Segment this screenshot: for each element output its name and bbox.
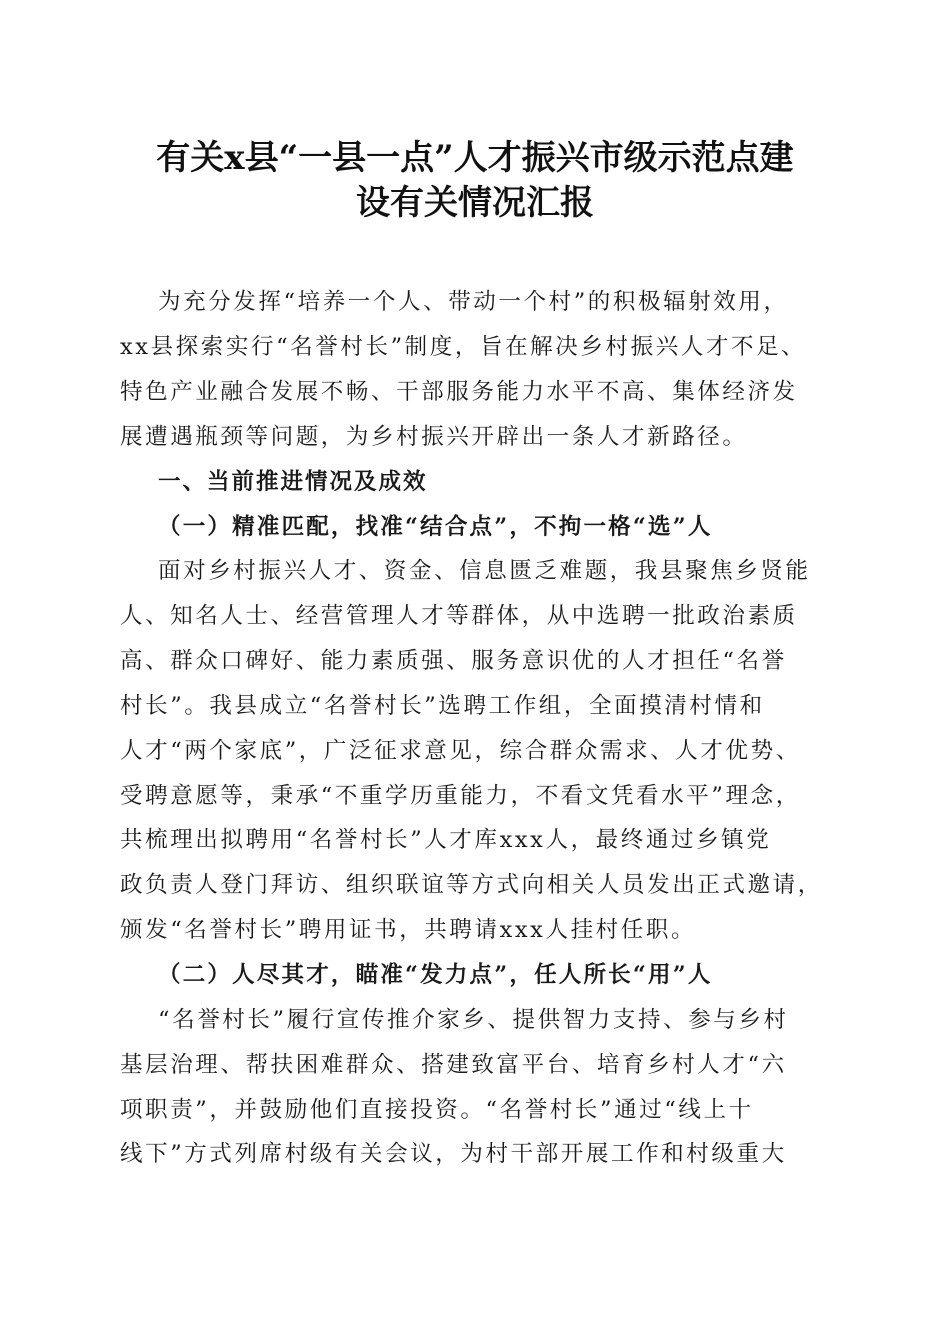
sub1-line-8: 政负责人登门拜访、组织联谊等方式向相关人员发出正式邀请， (120, 872, 823, 898)
intro-line-2: xx县探索实行“名誉村长”制度，旨在解决乡村振兴人才不足、 (120, 334, 807, 360)
intro-line-3: 特色产业融合发展不畅、干部服务能力水平不高、集体经济发 (120, 379, 798, 405)
subsection-2-heading: （二）人尽其才，瞄准“发力点”，任人所长“用”人 (158, 962, 713, 988)
section-1-heading: 一、当前推进情况及成效 (158, 469, 428, 495)
sub1-line-7: 共梳理出拟聘用“名誉村长”人才库xxx人，最终通过乡镇党 (120, 827, 772, 853)
sub1-line-3: 高、群众口碑好、能力素质强、服务意识优的人才担任“名誉 (120, 648, 787, 674)
sub1-line-1: 面对乡村振兴人才、资金、信息匮乏难题，我县聚焦乡贤能 (158, 558, 811, 584)
subsection-1-heading: （一）精准匹配，找准“结合点”，不拘一格“选”人 (158, 514, 713, 540)
sub2-line-3: 项职责”，并鼓励他们直接投资。“名誉村长”通过“线上十 (120, 1097, 754, 1123)
sub1-line-5: 人才“两个家底”，广泛征求意见，综合群众需求、人才优势、 (120, 738, 801, 764)
document-title (100, 136, 850, 226)
title-line-1: 有关x县“一县一点”人才振兴市级示范点建 (156, 138, 794, 178)
sub2-line-1: “名誉村长”履行宣传推介家乡、提供智力支持、参与乡村 (158, 1007, 789, 1033)
title-line-2: 设有关情况汇报 (356, 183, 594, 223)
intro-line-4: 展遭遇瓶颈等问题，为乡村振兴开辟出一条人才新路径。 (120, 424, 748, 450)
sub1-line-9: 颁发“名誉村长”聘用证书，共聘请xxx人挂村任职。 (120, 917, 697, 943)
sub2-line-2: 基层治理、帮扶困难群众、搭建致富平台、培育乡村人才“六 (120, 1052, 787, 1078)
intro-line-1: 为充分发挥“培养一个人、带动一个村”的积极辐射效用， (158, 289, 789, 315)
sub2-line-4: 线下”方式列席村级有关会议，为村干部开展工作和村级重大 (120, 1141, 787, 1167)
sub1-line-2: 人、知名人士、经营管理人才等群体，从中选聘一批政治素质 (120, 603, 798, 629)
sub1-line-4: 村长”。我县成立“名誉村长”选聘工作组，全面摸清村情和 (120, 693, 765, 719)
sub1-line-6: 受聘意愿等，秉承“不重学历重能力，不看文凭看水平”理念， (120, 783, 801, 809)
